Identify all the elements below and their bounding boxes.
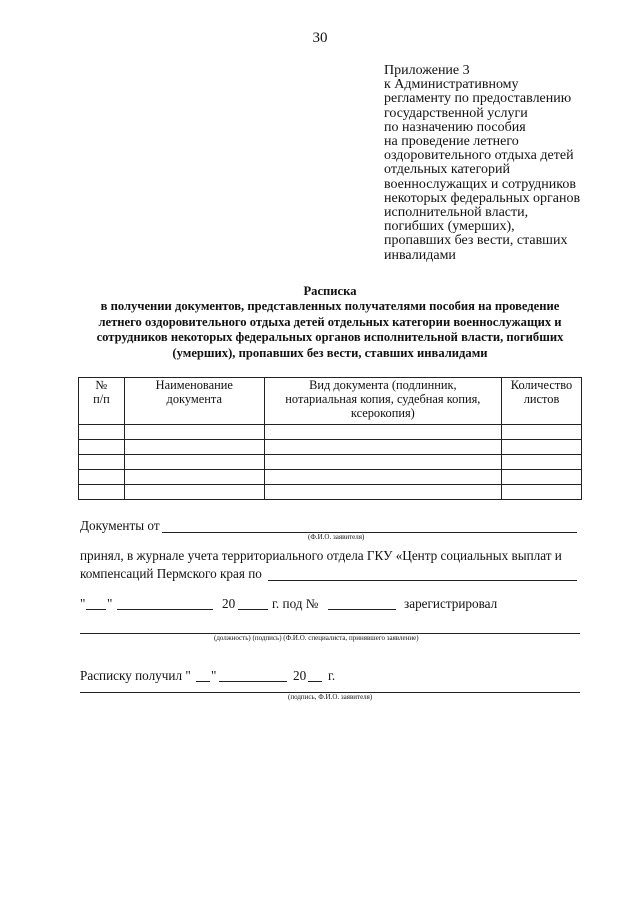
- received-year-prefix: 20: [293, 668, 307, 683]
- receipt-title: [60, 284, 600, 361]
- table-row: [79, 440, 582, 455]
- table-row: [79, 470, 582, 485]
- table-cell[interactable]: [79, 455, 125, 470]
- appendix-line: погибших (умерших),: [384, 219, 515, 235]
- receipt-title-line: летнего оздоровительного отдыха детей отдельных категории военнослужащих и: [98, 314, 562, 329]
- applicant-name-field[interactable]: [162, 532, 577, 533]
- receipt-title-line: в получении документов, представленных получателями пособия на проведение: [100, 299, 560, 314]
- table-cell[interactable]: [264, 470, 501, 485]
- register-number-label: г. под №: [272, 596, 319, 611]
- appendix-line: инвалидами: [384, 247, 456, 263]
- header-text: Вид документа (подлинник,: [309, 378, 457, 392]
- applicant-signature-caption: (подпись, Ф.И.О. заявителя): [288, 693, 373, 701]
- table-cell[interactable]: [264, 425, 501, 440]
- header-text: №: [95, 378, 108, 392]
- month-field[interactable]: [117, 609, 213, 610]
- header-text: ксерокопия): [350, 406, 415, 420]
- appendix-line: по назначению пособия: [384, 119, 526, 135]
- year-field[interactable]: [238, 609, 268, 610]
- table-header-row: [79, 378, 582, 425]
- table-row: [79, 425, 582, 440]
- col-header-number: [79, 378, 125, 425]
- col-header-type: [264, 378, 501, 425]
- table-cell[interactable]: [124, 440, 264, 455]
- applicant-name-caption: (Ф.И.О. заявителя): [308, 533, 365, 541]
- receipt-title-line: (умерших), пропавших без вести, ставших инвалидами: [172, 345, 488, 360]
- appendix-line: оздоровительного отдыха детей: [384, 148, 574, 164]
- table-row: [79, 485, 582, 500]
- received-day-field[interactable]: [196, 681, 210, 682]
- appendix-line: государственной услуги: [384, 105, 528, 121]
- appendix-line: пропавших без вести, ставших: [384, 233, 568, 249]
- appendix-line: исполнительной власти,: [384, 205, 529, 221]
- received-quote-close: ": [211, 668, 217, 683]
- table-cell[interactable]: [124, 455, 264, 470]
- header-text: п/п: [93, 392, 110, 406]
- table-cell[interactable]: [264, 485, 501, 500]
- appendix-line: регламенту по предоставлению: [384, 91, 572, 107]
- year-prefix: 20: [222, 596, 236, 611]
- col-header-sheets: [502, 378, 582, 425]
- received-month-field[interactable]: [219, 681, 287, 682]
- receipt-title-line: сотрудников некоторых федеральных органов исполнительной власти, погибших: [96, 330, 564, 345]
- journal-field[interactable]: [268, 580, 577, 581]
- table-cell[interactable]: [502, 425, 582, 440]
- registered-label: зарегистрировал: [404, 596, 498, 611]
- appendix-header: [384, 64, 634, 263]
- table-cell[interactable]: [79, 425, 125, 440]
- accepted-text-line1: принял, в журнале учета территориального отдела ГКУ «Центр социальных выплат и: [80, 548, 562, 563]
- appendix-line: к Административному: [384, 77, 519, 93]
- date-quote-close: ": [107, 596, 113, 611]
- register-number-field[interactable]: [328, 609, 396, 610]
- header-text: документа: [166, 392, 222, 406]
- appendix-line: военнослужащих и сотрудников: [384, 176, 576, 192]
- appendix-line: на проведение летнего: [384, 134, 519, 150]
- received-year-field[interactable]: [308, 681, 322, 682]
- table-cell[interactable]: [264, 455, 501, 470]
- appendix-line: Приложение 3: [384, 63, 470, 78]
- receipt-heading: Расписка: [303, 284, 357, 298]
- specialist-signature-caption: (должность) (подпись) (Ф.И.О. специалиста, принявшего заявление): [214, 634, 419, 642]
- date-quote-open: ": [80, 596, 86, 611]
- day-field[interactable]: [86, 609, 106, 610]
- table-cell[interactable]: [502, 485, 582, 500]
- page-number: 30: [312, 30, 328, 46]
- table-cell[interactable]: [124, 425, 264, 440]
- appendix-line: некоторых федеральных органов: [384, 190, 581, 206]
- appendix-line: отдельных категорий: [384, 162, 511, 178]
- table-cell[interactable]: [124, 485, 264, 500]
- table-cell[interactable]: [124, 470, 264, 485]
- table-cell[interactable]: [502, 455, 582, 470]
- header-text: листов: [523, 392, 560, 406]
- table-cell[interactable]: [502, 470, 582, 485]
- col-header-name: [124, 378, 264, 425]
- received-year-suffix: г.: [328, 668, 336, 683]
- accepted-text-line2: компенсаций Пермского края по: [80, 566, 262, 581]
- table-cell[interactable]: [502, 440, 582, 455]
- received-label: Расписку получил ": [80, 668, 191, 683]
- docs-from-label: Документы от: [80, 518, 160, 533]
- table-cell[interactable]: [79, 485, 125, 500]
- header-text: Наименование: [155, 378, 233, 392]
- table-row: [79, 455, 582, 470]
- header-text: Количество: [510, 378, 573, 392]
- header-text: нотариальная копия, судебная копия,: [285, 392, 481, 406]
- table-cell[interactable]: [79, 470, 125, 485]
- table-cell[interactable]: [264, 440, 501, 455]
- table-cell[interactable]: [79, 440, 125, 455]
- documents-table: [78, 377, 582, 500]
